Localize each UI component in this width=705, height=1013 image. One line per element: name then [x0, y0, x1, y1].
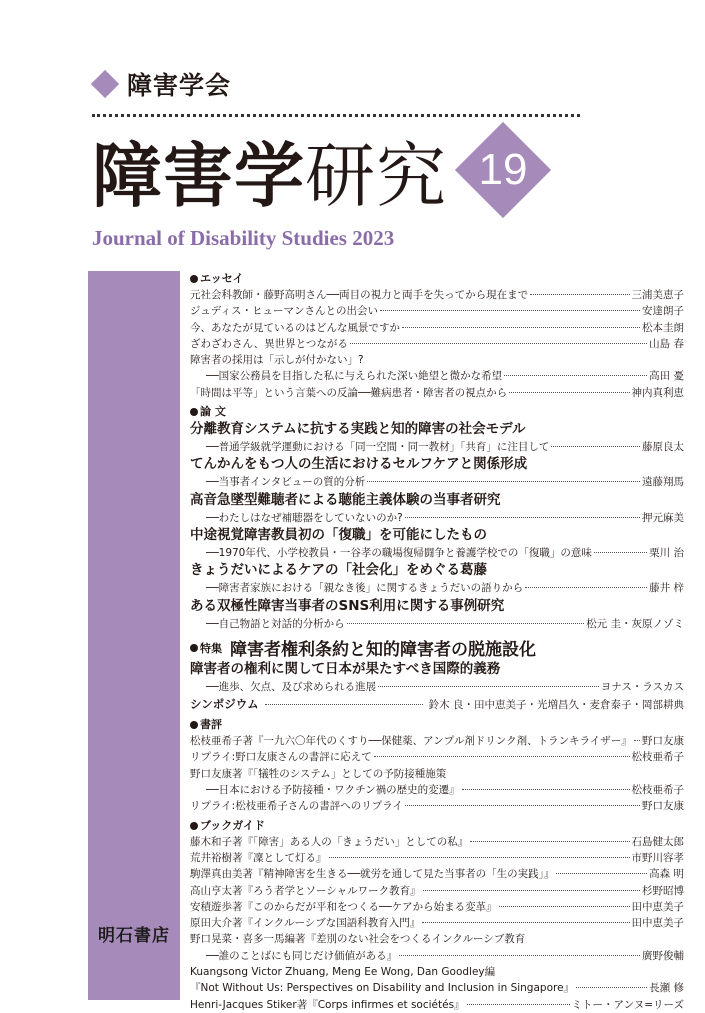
section-heading-papers: 論 文: [190, 404, 684, 420]
leader-dots: [499, 906, 630, 907]
title-main: 障害学: [92, 135, 305, 217]
entry-author: ミトー・アンヌ=リーズ: [571, 998, 684, 1011]
paper-subtitle-row: [190, 580, 684, 596]
toc-entry: [190, 866, 684, 882]
entry-title: Henri-Jacques Stiker著『Corps infirmes et sociétés』: [190, 998, 465, 1011]
journal-title: [92, 136, 447, 216]
guide-list: [190, 834, 684, 1013]
entry-author: 高田 憂: [649, 370, 684, 383]
entry-title: 荒井裕樹著『凜として灯る』: [190, 851, 327, 864]
toc-entry: [190, 899, 684, 915]
entry-title: 「時間は平等」という言葉への反論──難病患者・障害者の視点から: [190, 386, 508, 399]
entry-author: 松枝亜希子: [631, 784, 684, 797]
entry-author: 廣野俊輔: [642, 949, 684, 962]
toc-entry: [190, 834, 684, 850]
dotted-divider: [92, 114, 580, 117]
symposium-authors: 鈴木 良・田中恵美子・光増昌久・麦倉泰子・岡部耕典: [428, 699, 684, 712]
leader-dots: [551, 446, 640, 447]
toc-entry: [190, 368, 684, 384]
entry-author: 野口友康: [642, 800, 684, 813]
leader-dots: [467, 1004, 570, 1005]
paper-subtitle-row: [190, 439, 684, 455]
toc-entry: [190, 915, 684, 931]
paper-subtitle-row: [190, 474, 684, 490]
volume-number: 19: [478, 145, 528, 194]
paper-subtitle: ──わたしはなぜ補聴器をしていないのか?: [206, 511, 403, 524]
entry-title: ──日本における予防接種・ワクチン禍の歴史的変遷』: [206, 784, 460, 797]
feature-title: 障害者権利条約と知的障害者の脱施設化: [230, 640, 536, 661]
publisher: 明石書店: [98, 926, 170, 946]
leader-dots: [329, 857, 630, 858]
paper-list: [190, 420, 684, 632]
paper-title: てんかんをもつ人の生活におけるセルフケアと関係形成: [190, 456, 528, 473]
society-header: [92, 66, 231, 102]
leader-dots: [405, 805, 640, 806]
entry-author: 高森 明: [649, 868, 684, 881]
leader-dots: [634, 740, 640, 741]
entry-author: 田中恵美子: [631, 917, 684, 930]
entry-author: 松枝亜希子: [631, 751, 684, 764]
entry-title: Kuangsong Victor Zhuang, Meng Ee Wong, Dan Goodley編: [190, 966, 496, 979]
toc-entry: [190, 997, 684, 1013]
paper-subtitle: ──自己物語と対話的分析から: [206, 617, 345, 630]
leader-dots: [462, 789, 630, 790]
paper-subtitle-row: [190, 510, 684, 526]
entry-title: 障害者の採用は「示しが付かない」?: [190, 354, 364, 367]
toc-entry: [190, 798, 684, 814]
bullet-icon: [190, 644, 198, 652]
leader-dots: [422, 922, 629, 923]
entry-author: 山島 春: [649, 337, 684, 350]
toc-entry: [190, 749, 684, 765]
feature-label: 特集: [190, 640, 222, 656]
toc-entry: [190, 287, 684, 303]
toc-entry: [190, 948, 684, 964]
bullet-icon: [190, 275, 198, 283]
toc-entry: [190, 385, 684, 401]
symposium-row: [190, 695, 684, 714]
diamond-icon: [91, 70, 119, 98]
entry-title: 松枝亜希子著『一九六〇年代のくすり──保健薬、アンプル剤ドリンク剤、トランキライザー』: [190, 735, 632, 748]
feature-article-author: ヨナス・ラスカス: [600, 680, 684, 693]
leader-dots: [380, 310, 640, 311]
paper-subtitle: ──当事者インタビューの質的分析: [206, 476, 366, 489]
paper-subtitle: ──普通学級就学運動における「同一空間・同一教材」「共育」に注目して: [206, 441, 550, 454]
section-heading-guides: ブックガイド: [190, 818, 684, 834]
leader-dots: [399, 955, 640, 956]
paper-author: 遠藤翔馬: [642, 476, 684, 489]
toc-entry: [190, 303, 684, 319]
entry-title: 野口晃菜・喜多一馬編著『差別のない社会をつくるインクルーシブ教育: [190, 933, 526, 946]
leader-dots: [530, 294, 629, 295]
table-of-contents: [190, 271, 684, 1013]
entry-title: ──誰のことばにも同じだけ価値がある』: [206, 949, 398, 962]
essay-list: [190, 287, 684, 401]
leader-dots: [402, 327, 640, 328]
leader-dots: [423, 890, 640, 891]
entry-author: 安達朗子: [642, 305, 684, 318]
entry-title: ざわざわさん、異世界とつながる: [190, 337, 348, 350]
paper-author: 藤井 梓: [649, 582, 684, 595]
leader-dots: [470, 841, 629, 842]
paper-subtitle: ──障害者家族における「親なき後」に関するきょうだいの語りから: [206, 582, 524, 595]
entry-author: 石島健太郎: [631, 835, 684, 848]
feature-heading: [190, 636, 684, 660]
paper-author: 栗川 治: [649, 546, 684, 559]
entry-title: リプライ:松枝亜希子さんの書評へのリプライ: [190, 800, 403, 813]
toc-entry: [190, 336, 684, 352]
paper-author: 松元 圭・灰原ノゾミ: [586, 617, 684, 630]
feature-article-subtitle-row: ──進歩、欠点、及び求められる進展 ヨナス・ラスカス: [190, 679, 684, 695]
title-light: 研究: [305, 135, 447, 217]
paper-title: 中途視覚障害教員初の「復職」を可能にしたもの: [190, 526, 487, 543]
section-heading-reviews: 書評: [190, 717, 684, 733]
review-list: [190, 733, 684, 814]
volume-badge: [455, 122, 551, 218]
entry-title: 今、あなたが見ているのはどんな風景ですか: [190, 321, 400, 334]
leader-dots: [576, 987, 647, 988]
paper-author: 藤原良太: [642, 441, 684, 454]
leader-dots: [525, 587, 647, 588]
leader-dots: [367, 481, 640, 482]
entry-title: ジュディス・ヒューマンさんとの出会い: [190, 305, 378, 318]
toc-entry: [190, 782, 684, 798]
entry-author: 杉野昭博: [642, 884, 684, 897]
toc-entry: [190, 733, 684, 749]
symposium-label: シンポジウム: [190, 697, 259, 712]
leader-dots: [509, 392, 629, 393]
paper-subtitle: ──1970年代、小学校教員・一谷孝の職場復帰闘争と養護学校での「復職」の意味: [206, 546, 592, 559]
toc-entry: [190, 883, 684, 899]
bullet-icon: [190, 822, 198, 830]
toc-entry: [190, 980, 684, 996]
entry-author: 市野川容孝: [631, 851, 684, 864]
leader-dots: [594, 552, 647, 553]
entry-title: 安積遊歩著『このからだが平和をつくる──ケアから始まる変革』: [190, 900, 497, 913]
entry-title: 駒澤真由美著『精神障害を生きる──就労を通して見た当事者の「生の実践」』: [190, 868, 555, 881]
entry-title: 藤木和子著『「障害」ある人の「きょうだい」としての私』: [190, 835, 469, 848]
leader-dots: [374, 756, 630, 757]
accent-bar: [88, 271, 180, 1000]
section-heading-essays: エッセイ: [190, 271, 684, 287]
entry-author: 三浦美恵子: [631, 289, 684, 301]
english-title: Journal of Disability Studies 2023: [92, 226, 395, 250]
paper-title: ある双極性障害当事者のSNS利用に関する事例研究: [190, 597, 505, 614]
toc-entry: [190, 850, 684, 866]
paper-subtitle-row: [190, 616, 684, 632]
leader-dots: [347, 623, 585, 624]
entry-title: 『Not Without Us: Perspectives on Disability and Inclusion in Singapore』: [190, 982, 575, 995]
paper-subtitle-row: [190, 545, 684, 561]
entry-title: 高山亨太著『ろう者学とソーシャルワーク教育』: [190, 884, 421, 897]
paper-title: きょうだいによるケアの「社会化」をめぐる葛藤: [190, 562, 487, 579]
bullet-icon: [190, 408, 198, 416]
leader-dots: [405, 517, 640, 518]
paper-title: 高音急墜型難聴者による聴能主義体験の当事者研究: [190, 491, 501, 508]
toc-entry: [190, 320, 684, 336]
paper-author: 押元麻美: [642, 511, 684, 524]
entry-author: 長瀬 修: [649, 982, 684, 995]
entry-author: 神内真利恵: [631, 386, 684, 399]
entry-title: 野口友康著『「犠牲のシステム」としての予防接種施策: [190, 767, 447, 780]
bullet-icon: [190, 721, 198, 729]
feature-article-title: 障害者の権利に関して日本が果たすべき国際的義務: [190, 660, 501, 677]
entry-author: 田中恵美子: [631, 900, 684, 913]
society-name: 障害学会: [127, 71, 232, 100]
entry-title: 元社会科教師・藤野高明さん──両目の視力と両手を失ってから現在まで: [190, 289, 529, 301]
leader-dots: [556, 873, 647, 874]
paper-title: 分離教育システムに抗する実践と知的障害の社会モデル: [190, 421, 526, 438]
entry-title: ──国家公務員を目指した私に与えられた深い絶望と微かな希望: [206, 370, 503, 383]
entry-author: 松本圭朗: [642, 321, 684, 334]
leader-dots: [504, 375, 647, 376]
entry-author: 野口友康: [642, 735, 684, 748]
entry-title: リプライ:野口友康さんの書評に応えて: [190, 751, 372, 764]
entry-title: 原田大介著『インクルーシブな国語科教育入門』: [190, 917, 421, 930]
leader-dots: [350, 343, 647, 344]
